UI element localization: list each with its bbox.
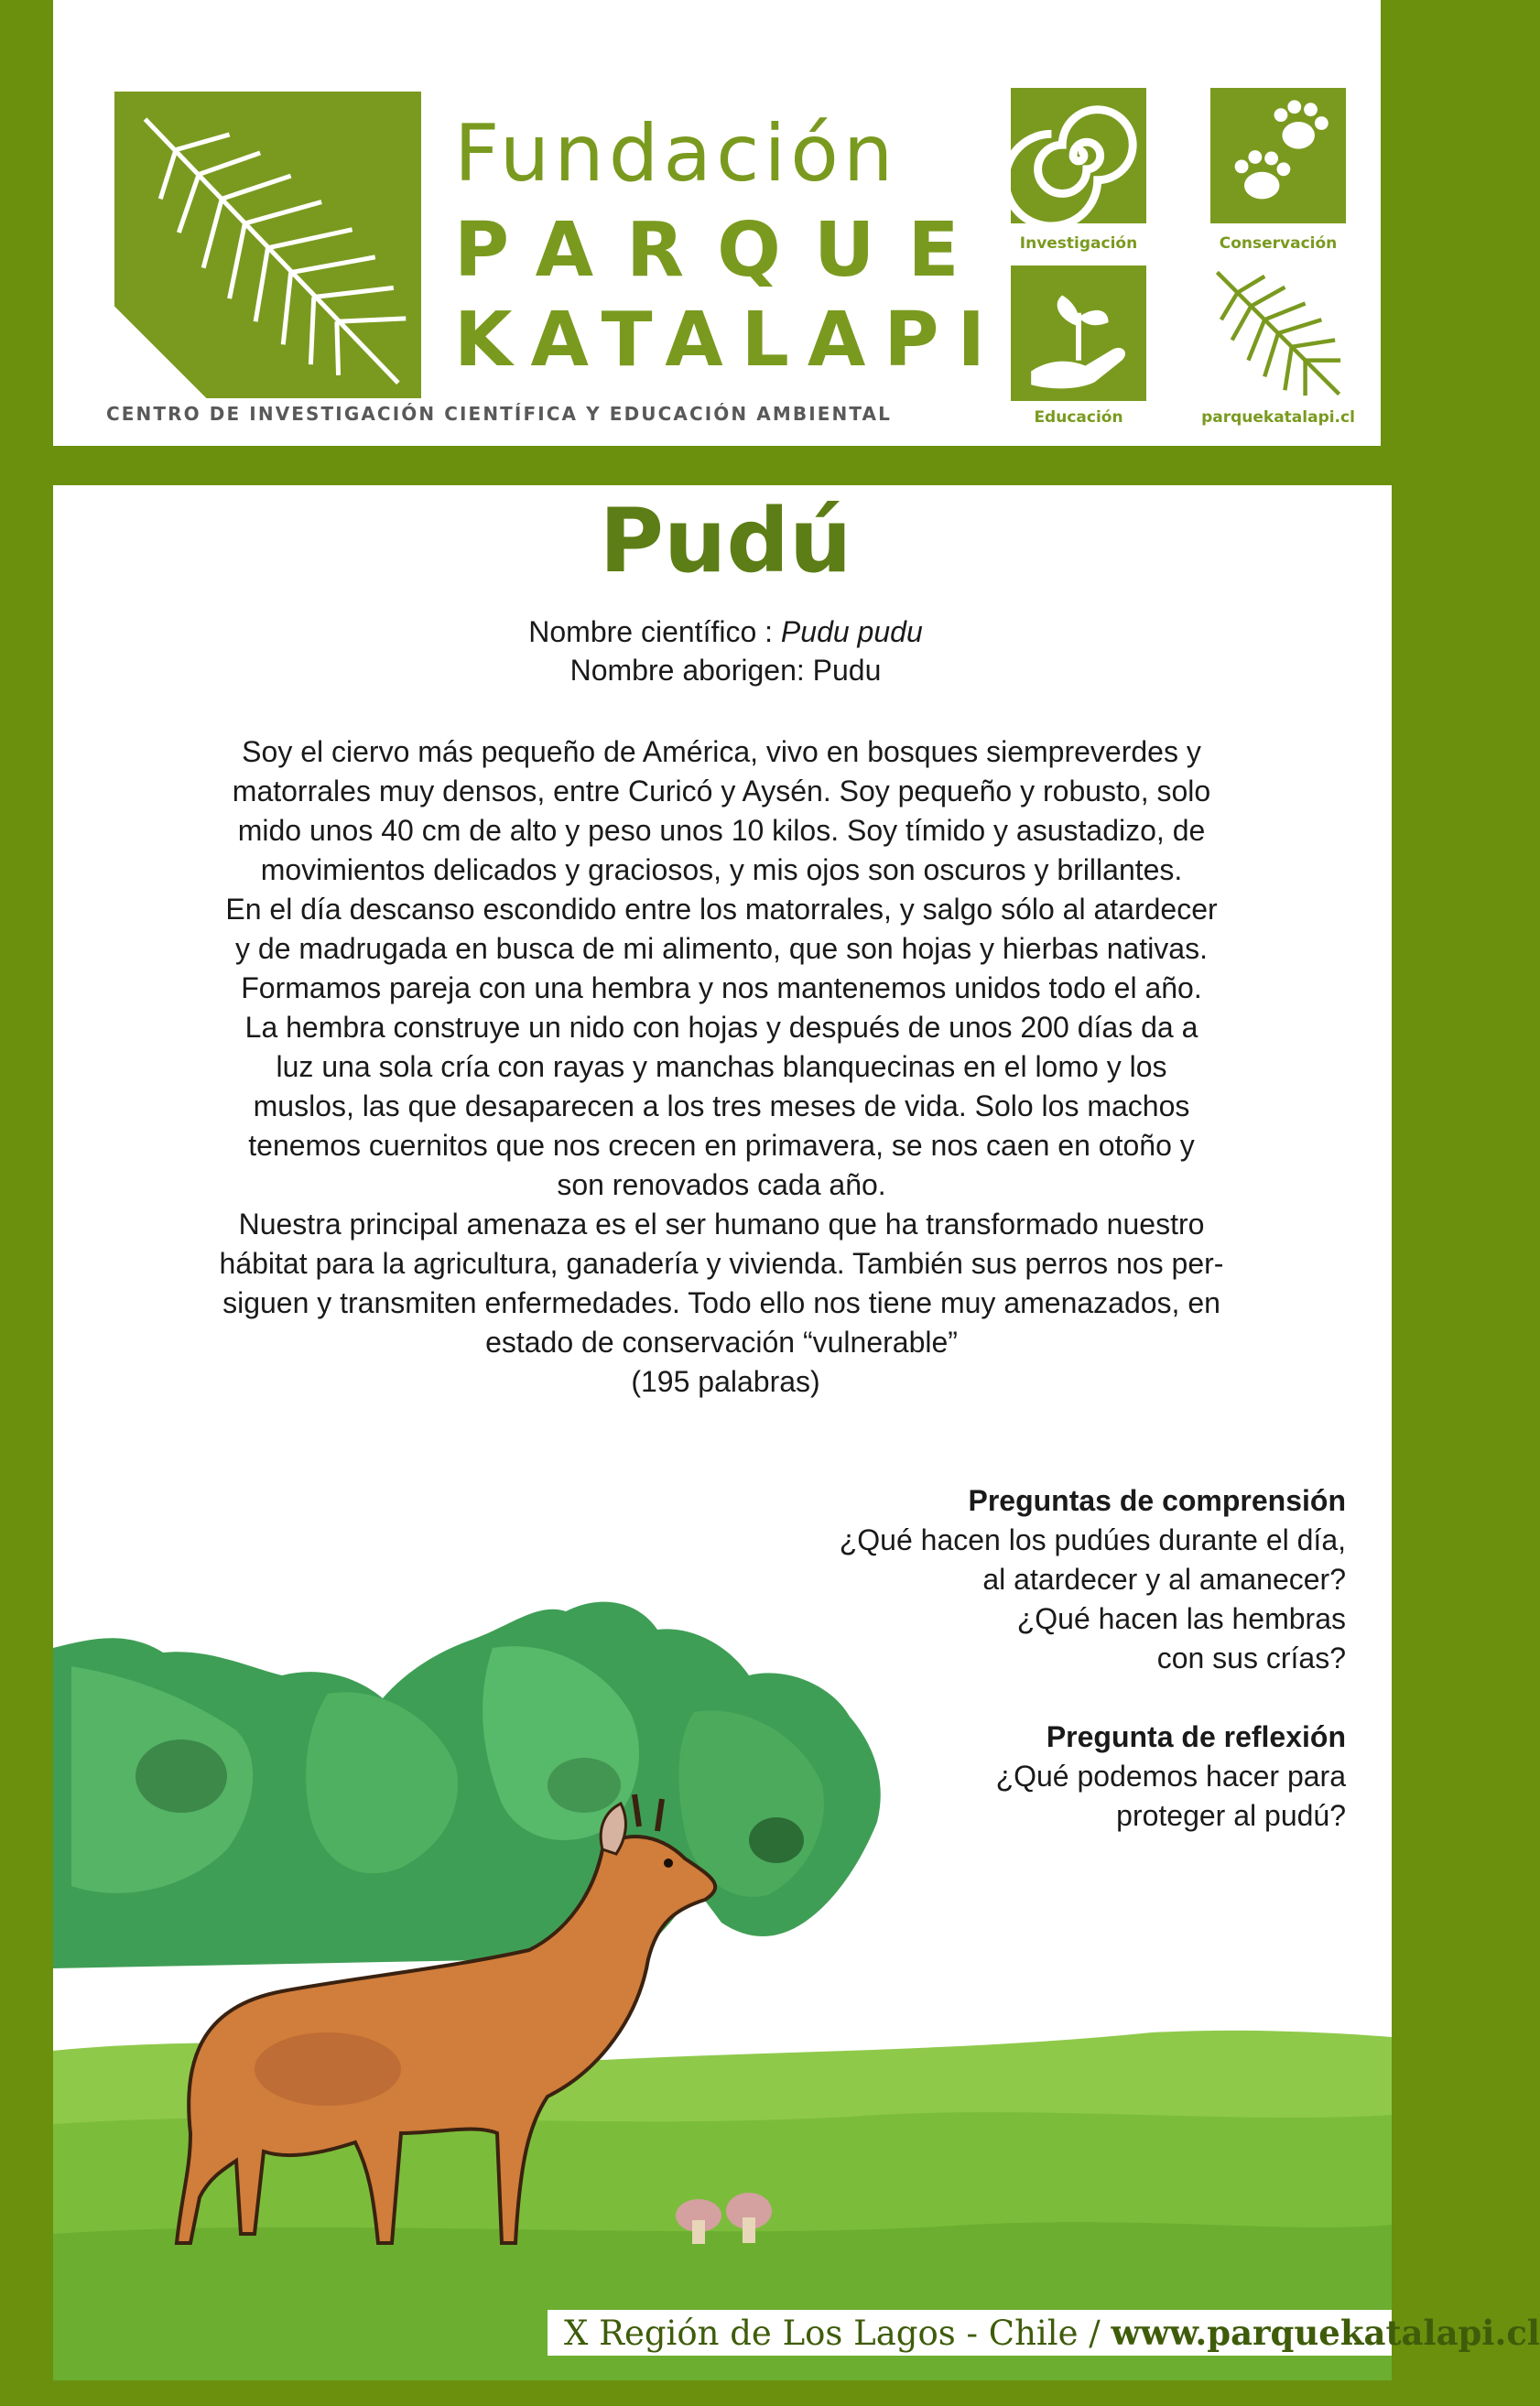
- body-line: movimientos delicados y graciosos, y mis ojos son oscuros y brillantes.: [260, 853, 1183, 886]
- scientific-value: Pudu pudu: [780, 615, 923, 648]
- reflection-line: ¿Qué podemos hacer para: [995, 1760, 1346, 1793]
- body-line: y de madrugada en busca de mi alimento, que son hojas y hierbas nativas.: [235, 932, 1208, 965]
- tile-label-website: parquekatalapi.cl: [1201, 408, 1355, 427]
- tile-label-conservacion: Conservación: [1219, 234, 1338, 253]
- body-line: muslos, las que desaparecen a los tres meses de vida. Solo los machos: [253, 1089, 1190, 1122]
- comprehension-heading: Preguntas de comprensión: [968, 1484, 1346, 1517]
- body-line: Formamos pareja con una hembra y nos mantenemos unidos todo el año.: [241, 971, 1202, 1004]
- aboriginal-name: Nombre aborigen: Pudu: [569, 654, 882, 687]
- comprehension-line: ¿Qué hacen los pudúes durante el día,: [839, 1523, 1346, 1556]
- page-title: Pudú: [599, 490, 852, 592]
- fern-logo-icon: [114, 92, 421, 398]
- brand-parque: PARQUE: [454, 207, 992, 294]
- body-line: estado de conservación “vulnerable”: [485, 1326, 958, 1359]
- scientific-label: Nombre científico :: [528, 615, 781, 648]
- footer-banner: [548, 2310, 1540, 2356]
- hand-plant-icon: [1011, 266, 1146, 401]
- footer-region: X Región de Los Lagos - Chile /: [564, 2314, 1112, 2353]
- tile-label-investigacion: Investigación: [1019, 234, 1138, 253]
- questions-block: [687, 1481, 1346, 1836]
- comprehension-line: ¿Qué hacen las hembras: [1016, 1602, 1346, 1635]
- scientific-name: [0, 615, 1451, 649]
- brand-katalapi: KATALAPI: [454, 297, 1003, 384]
- footer-website-link[interactable]: www.parquekatalapi.cl: [1111, 2313, 1540, 2353]
- spiral-icon: [1011, 88, 1146, 223]
- header: [53, 0, 1381, 446]
- body-line: hábitat para la agricultura, ganadería y vivienda. También sus perros nos per-: [219, 1247, 1224, 1280]
- reflection-heading: Pregunta de reflexión: [1046, 1720, 1346, 1753]
- body-line: En el día descanso escondido entre los matorrales, y salgo sólo al atardecer: [225, 893, 1218, 926]
- article-body: [103, 732, 1340, 1362]
- body-line: Nuestra principal amenaza es el ser humano que ha transformado nuestro: [238, 1208, 1205, 1241]
- body-line: siguen y transmiten enfermedades. Todo ello nos tiene muy amenazados, en: [222, 1286, 1220, 1319]
- body-line: luz una sola cría con rayas y manchas blanquecinas en el lomo y los: [276, 1050, 1167, 1083]
- paw-prints-icon: [1210, 88, 1346, 223]
- body-line: son renovados cada año.: [557, 1168, 886, 1201]
- body-line: Soy el ciervo más pequeño de América, vivo en bosques siempreverdes y: [242, 735, 1201, 768]
- tagline: CENTRO DE INVESTIGACIÓN CIENTÍFICA Y EDUCACIÓN AMBIENTAL: [106, 403, 892, 425]
- fern-leaf-icon: [1210, 266, 1346, 401]
- brand-fundacion: Fundación: [454, 108, 898, 200]
- comprehension-line: con sus crías?: [1156, 1642, 1346, 1674]
- body-line: matorrales muy densos, entre Curicó y Aysén. Soy pequeño y robusto, solo: [232, 775, 1211, 807]
- body-line: La hembra construye un nido con hojas y después de unos 200 días da a: [244, 1011, 1198, 1044]
- body-line: mido unos 40 cm de alto y peso unos 10 kilos. Soy tímido y asustadizo, de: [237, 814, 1206, 847]
- tile-label-educacion: Educación: [1034, 408, 1123, 427]
- reflection-line: proteger al pudú?: [1116, 1799, 1346, 1832]
- comprehension-line: al atardecer y al amanecer?: [982, 1563, 1346, 1596]
- spacer: [687, 1678, 1346, 1718]
- word-count: (195 palabras): [631, 1365, 820, 1398]
- body-line: tenemos cuernitos que nos crecen en primavera, se nos caen en otoño y: [248, 1129, 1195, 1162]
